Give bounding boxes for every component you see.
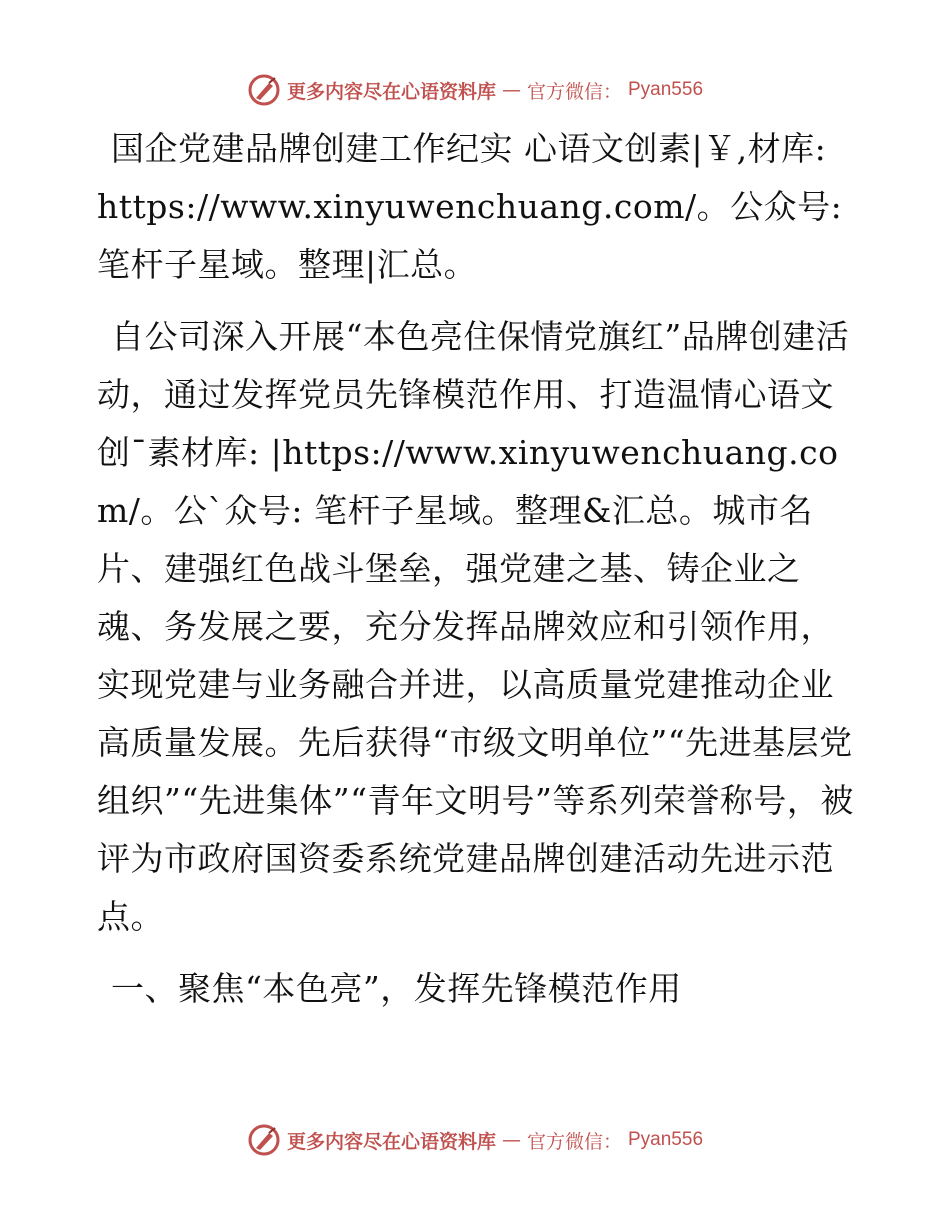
quill-circle-logo-icon bbox=[247, 1123, 281, 1157]
quill-circle-logo-icon bbox=[247, 73, 281, 107]
paragraph-main: 自公司深入开展“本色亮住保情党旗红”品牌创建活动，通过发挥党员先锋模范作用、打造温情心语文创¯素材库: |https://www.xinyuwenchuang.com/。公`众号: 笔杆子星域。整理&汇总。城市名片、建强红色战斗堡垒，强党建之基、铸企业之魂、务发展之要，充分发挥品牌效应和引领作用，实现党建与业务融合并进，以高质量党建推动企业高质量发展。先后获得“市级文明单位”“先进基层党组织”“先进集体”“青年文明号”等系列荣誉称号，被评为市政府国资委系统党建品牌创建活动先进示范点。 bbox=[97, 317, 854, 936]
section-heading: 一、聚焦“本色亮”，发挥先锋模范作用 bbox=[111, 969, 682, 1008]
footer-banner bbox=[0, 1120, 950, 1160]
banner-main-text: 更多内容尽在心语资料库 bbox=[286, 1130, 496, 1153]
header-banner bbox=[0, 70, 950, 110]
banner-separator: — bbox=[501, 79, 521, 101]
banner-separator: — bbox=[501, 1129, 521, 1151]
banner-wechat-label: 官方微信： bbox=[526, 1130, 622, 1153]
paragraph-intro: 国企党建品牌创建工作纪实 心语文创素|￥,材库: https://www.xinyuwenchuang.com/。公众号: 笔杆子星域。整理|汇总。 bbox=[97, 129, 843, 284]
banner-wechat-id: Pyan556 bbox=[628, 1129, 704, 1150]
banner-main-text: 更多内容尽在心语资料库 bbox=[286, 80, 496, 103]
banner-wechat-label: 官方微信： bbox=[526, 80, 622, 103]
document-body bbox=[97, 120, 857, 1018]
banner-wechat-id: Pyan556 bbox=[628, 79, 704, 100]
